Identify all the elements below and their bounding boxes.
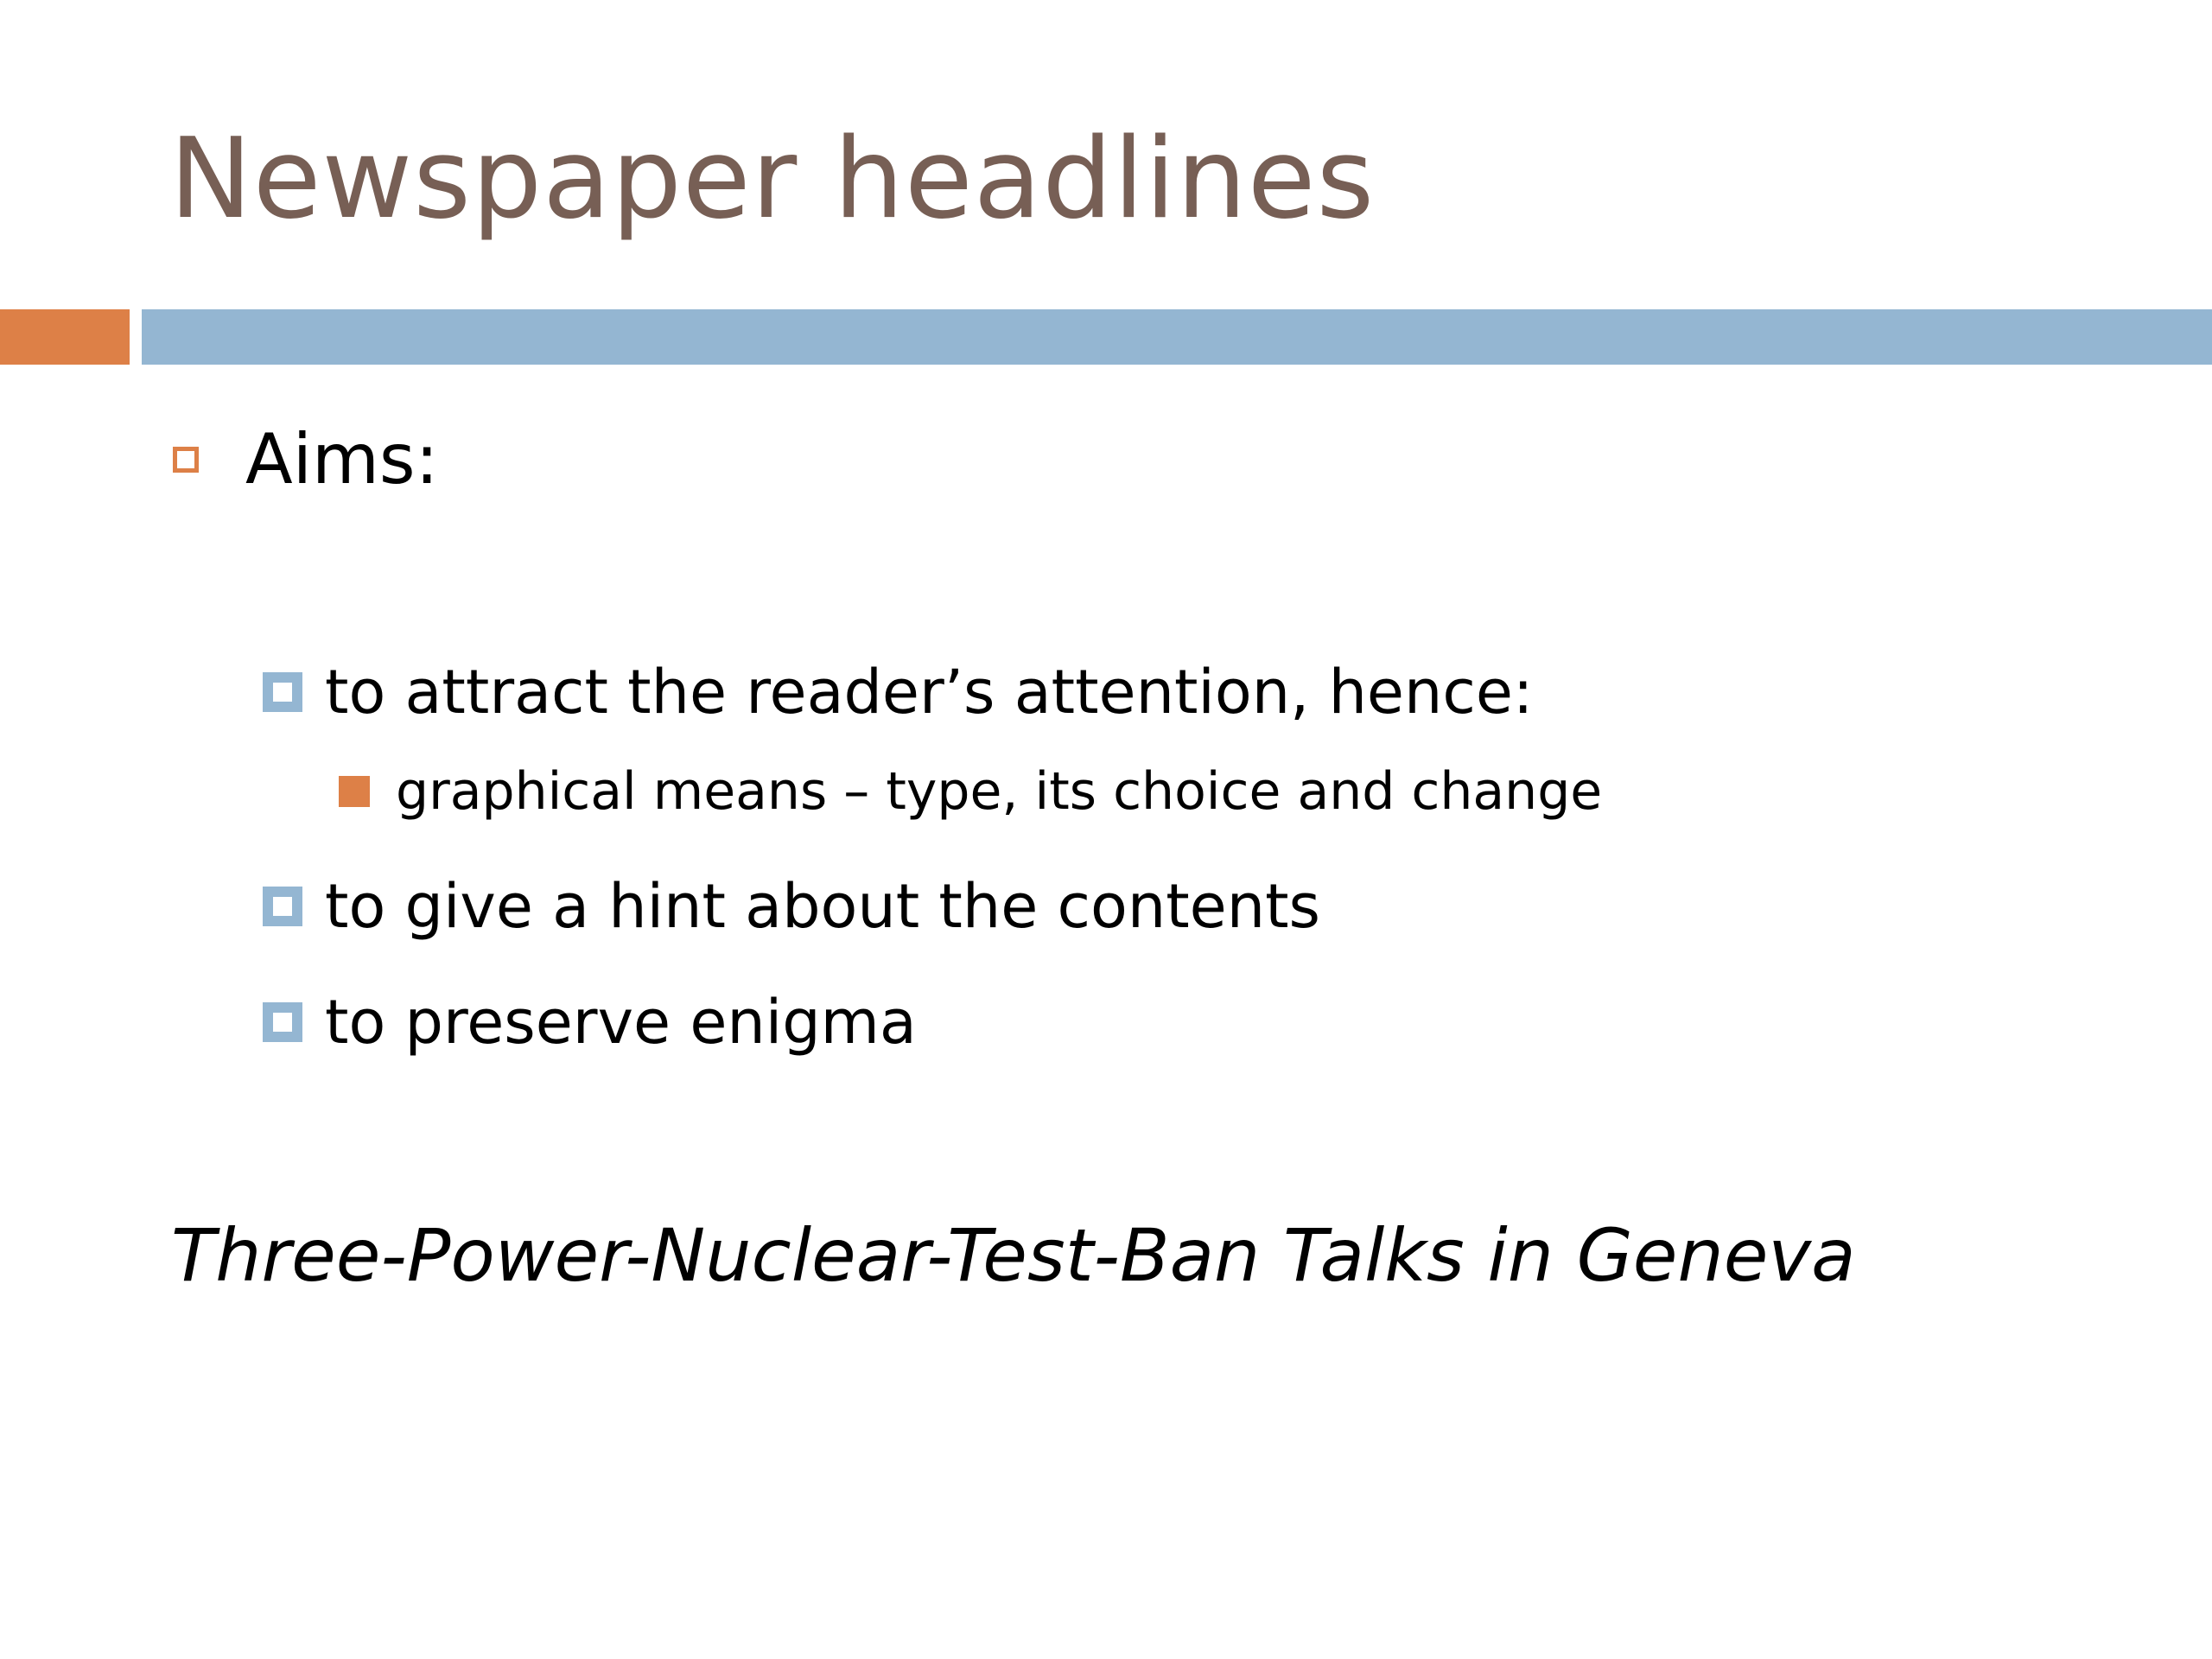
bullet-aims-label: Aims:	[245, 419, 439, 499]
framed-square-bullet-icon	[263, 672, 302, 712]
bullet-item	[263, 983, 917, 1061]
bullet-item	[263, 653, 1534, 731]
bullet-item-text: to give a hint about the contents	[325, 871, 1320, 942]
bullet-item	[263, 868, 1320, 945]
sub-bullet-item-text: graphical means – type, its choice and change	[396, 761, 1603, 822]
accent-bar	[0, 309, 130, 365]
title-divider-bar	[142, 309, 2212, 365]
sub-bullet-item	[339, 757, 1602, 826]
bullet-aims	[173, 416, 439, 503]
framed-square-bullet-icon	[263, 1002, 302, 1042]
hollow-square-bullet-icon	[173, 447, 199, 473]
bullet-item-text: to preserve enigma	[325, 987, 917, 1058]
slide-title: Newspaper headlines	[169, 115, 1376, 244]
filled-square-bullet-icon	[339, 776, 370, 807]
bullet-item-text: to attract the reader’s attention, hence:	[325, 657, 1534, 728]
framed-square-bullet-icon	[263, 887, 302, 926]
example-headline: Three-Power-Nuclear-Test-Ban Talks in Geneva	[171, 1213, 1856, 1298]
